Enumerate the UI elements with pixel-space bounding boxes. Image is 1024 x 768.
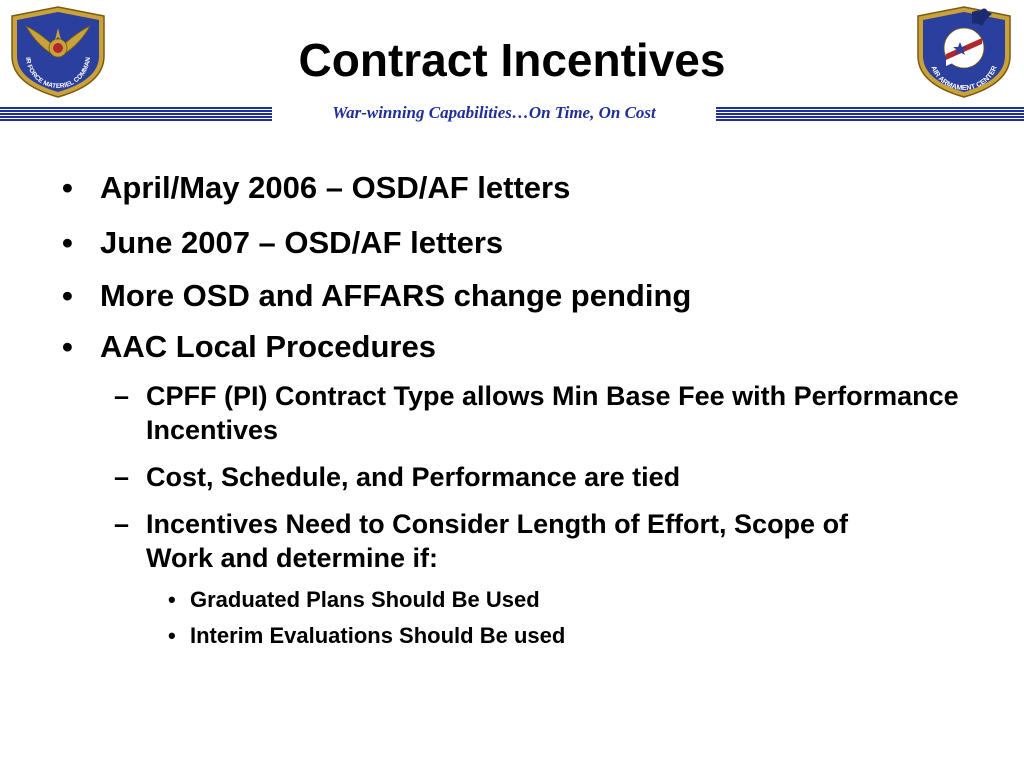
bullet-text: June 2007 – OSD/AF letters xyxy=(100,225,504,260)
sub-sub-bullet-marker: • xyxy=(168,623,176,648)
sub-sub-bullet-text: Graduated Plans Should Be Used xyxy=(190,587,540,612)
title-divider-band xyxy=(0,103,1024,122)
bullet-item xyxy=(62,170,571,206)
bullet-marker: • xyxy=(62,329,73,364)
sub-bullet-text: Incentives Need to Consider Length of Effort, Scope of Work and determine if: xyxy=(146,509,849,573)
sub-sub-bullet-marker: • xyxy=(168,587,176,612)
aac-seal-text: AIR ARMAMENT CENTER xyxy=(929,65,999,93)
bullet-text: More OSD and AFFARS change pending xyxy=(100,278,692,313)
afmc-seal-text: IR FORCE MATERIEL COMMAN xyxy=(24,56,93,91)
sub-bullet-marker: – xyxy=(114,509,130,539)
bullet-item xyxy=(62,225,504,261)
bullet-text: AAC Local Procedures xyxy=(100,329,436,364)
sub-bullet-marker: – xyxy=(114,462,130,492)
bullet-item xyxy=(62,278,692,314)
slide-motto: War-winning Capabilities…On Time, On Cost xyxy=(332,103,656,122)
bullet-marker: • xyxy=(62,278,73,313)
sub-bullet-text: Cost, Schedule, and Performance are tied xyxy=(146,462,681,492)
bullet-marker: • xyxy=(62,170,73,205)
bullet-text: April/May 2006 – OSD/AF letters xyxy=(100,170,571,205)
divider-line-right xyxy=(716,107,1024,121)
sub-sub-bullet-text: Interim Evaluations Should Be used xyxy=(190,623,566,648)
sub-sub-bullet-item xyxy=(168,622,566,650)
sub-bullet-item xyxy=(114,460,996,494)
sub-sub-bullet-item xyxy=(168,586,540,614)
slide-title: Contract Incentives xyxy=(298,34,726,86)
sub-bullet-item xyxy=(114,379,996,447)
sub-bullet-marker: – xyxy=(114,381,130,411)
sub-bullet-item xyxy=(114,507,906,575)
bullet-item xyxy=(62,329,436,365)
divider-line-left xyxy=(0,107,272,121)
sub-bullet-text: CPFF (PI) Contract Type allows Min Base Fee with Performance Incentives xyxy=(146,381,959,445)
bullet-marker: • xyxy=(62,225,73,260)
